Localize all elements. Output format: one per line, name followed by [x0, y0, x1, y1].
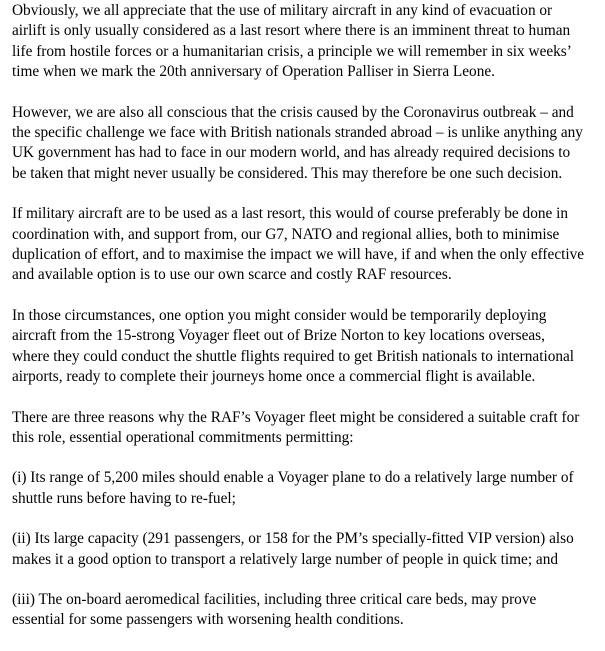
text-line: In those circumstances, one option you might consider would be temporarily deploying	[12, 306, 547, 324]
reason-capacity	[12, 529, 602, 570]
text-line: (iii) The on-board aeromedical facilities, including three critical care beds, may prove	[12, 590, 537, 608]
text-line: Obviously, we all appreciate that the use of military aircraft in any kind of evacuation or	[12, 2, 553, 19]
text-line: be taken that might never usually be considered. This may therefore be one such decision.	[12, 164, 563, 182]
paragraph-coronavirus-crisis	[12, 103, 602, 185]
text-line: However, we are also all conscious that the crisis caused by the Coronavirus outbreak – and	[12, 103, 574, 121]
text-line: If military aircraft are to be used as a last resort, this would of course preferably be done in	[12, 205, 569, 223]
text-line: (ii) Its large capacity (291 passengers, or 158 for the PM’s specially-fitted VIP version) also	[12, 530, 574, 548]
text-line: There are three reasons why the RAF’s Voyager fleet might be considered a suitable craft for	[12, 408, 580, 426]
reason-range	[12, 468, 602, 509]
document-body	[12, 1, 602, 651]
text-line: and available option is to use our own scarce and costly RAF resources.	[12, 266, 452, 284]
reason-aeromedical	[12, 590, 602, 631]
text-line: essential for some passengers with worsening health conditions.	[12, 611, 404, 629]
text-line: UK government has had to face in our modern world, and has already required decisions to	[12, 144, 571, 162]
text-line: makes it a good option to transport a relatively large number of people in quick time; and	[12, 550, 559, 568]
text-line: aircraft from the 15-strong Voyager fleet out of Brize Norton to key locations overseas,	[12, 327, 545, 345]
text-line: duplication of effort, and to maximise the impact we will have, if and when the only effective	[12, 246, 585, 264]
text-line: coordination with, and support from, our G7, NATO and regional allies, both to minimise	[12, 225, 560, 243]
paragraph-three-reasons	[12, 408, 602, 449]
text-line: this role, essential operational commitments permitting:	[12, 428, 354, 446]
text-line: life from hostile forces or a humanitarian crisis, a principle we will remember in six weeks’	[12, 42, 572, 60]
text-line: airlift is only usually considered as a last resort where there is an imminent threat to human	[12, 22, 571, 40]
text-line: time when we mark the 20th anniversary of Operation Palliser in Sierra Leone.	[12, 63, 495, 81]
text-line: airports, ready to complete their journeys home once a commercial flight is available.	[12, 368, 536, 386]
paragraph-evacuation-principle	[12, 1, 602, 83]
paragraph-allied-coordination	[12, 204, 602, 286]
text-line: shuttle runs before having to re-fuel;	[12, 489, 236, 507]
text-line: where they could conduct the shuttle flights required to get British nationals to international	[12, 347, 575, 365]
paragraph-voyager-option	[12, 306, 602, 388]
text-line: the specific challenge we face with British nationals stranded abroad – is unlike anything any	[12, 124, 583, 142]
text-line: (i) Its range of 5,200 miles should enable a Voyager plane to do a relatively large number of	[12, 469, 574, 487]
